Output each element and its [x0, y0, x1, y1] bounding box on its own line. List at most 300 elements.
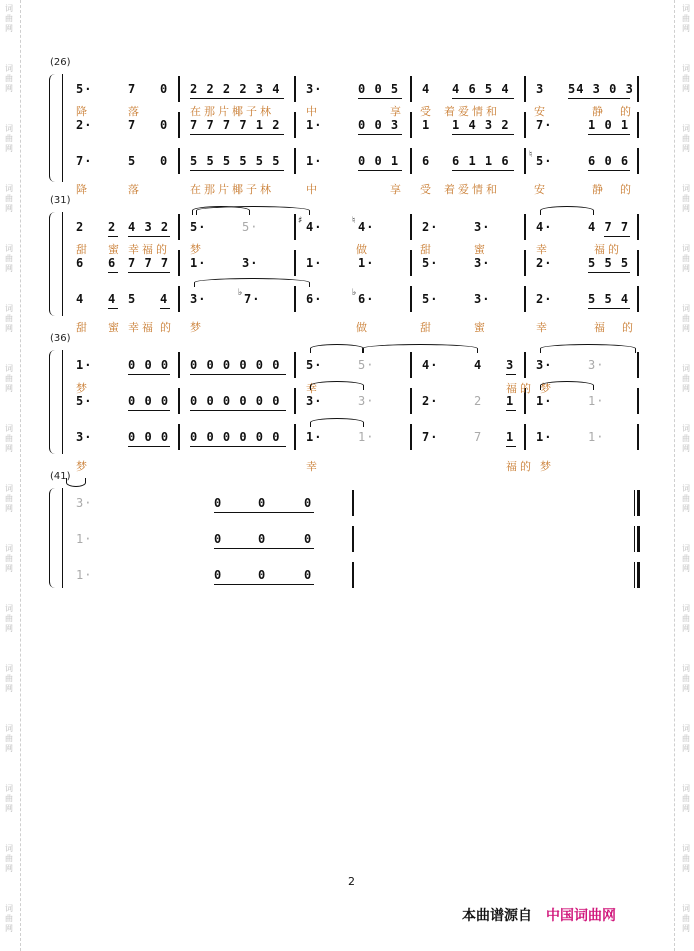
barline — [410, 352, 412, 378]
note: 1· — [536, 394, 553, 408]
tie — [310, 418, 364, 427]
watermark-text: 词 曲 网 — [682, 244, 690, 273]
beam — [190, 98, 284, 99]
note: 4· — [422, 358, 439, 372]
note: 7 — [128, 118, 137, 132]
flat-sign: ♭ — [238, 288, 243, 298]
note: 7· — [422, 430, 439, 444]
watermark-text: 词 曲 网 — [682, 64, 690, 93]
barline — [410, 112, 412, 138]
note: 5· — [190, 220, 207, 234]
lyric: 幸 — [306, 460, 320, 473]
barline — [524, 112, 526, 138]
measure-number: (26) — [50, 57, 71, 68]
tie — [540, 206, 594, 215]
beam — [452, 134, 514, 135]
note-group: 0 0 5 — [358, 82, 400, 96]
lyric: 梦 — [190, 243, 204, 256]
note: 1· — [76, 568, 93, 582]
natural-sign: ♮ — [352, 216, 356, 226]
beam — [588, 272, 630, 273]
note: 1 — [422, 118, 431, 132]
barline — [637, 250, 639, 276]
note: 2 — [76, 220, 85, 234]
note-group: 5 5 5 — [588, 256, 630, 270]
note: 1· — [358, 430, 375, 444]
lyric: 安 — [534, 183, 548, 196]
note: 5 — [128, 292, 137, 306]
watermark-text: 词 曲 网 — [682, 604, 690, 633]
lyric: 蜜 — [474, 321, 488, 334]
note: 7· — [244, 292, 261, 306]
rest: 0 — [304, 496, 313, 510]
rest-group: 0 0 0 — [128, 394, 170, 408]
lyric: 中 — [306, 105, 320, 118]
note-group: 0 0 1 — [358, 154, 400, 168]
note: 5· — [422, 256, 439, 270]
barline — [178, 250, 180, 276]
note-group: 4 7 7 — [588, 220, 630, 234]
lyric: 在那片椰子林 — [190, 105, 274, 118]
system-start-bar — [62, 350, 63, 454]
lyric: 享 — [390, 105, 404, 118]
note: 6 — [422, 154, 431, 168]
note: 5· — [536, 154, 553, 168]
barline — [294, 214, 296, 240]
note: 5· — [306, 358, 323, 372]
barline — [410, 250, 412, 276]
measure-number: (31) — [50, 195, 71, 206]
note: 4· — [306, 220, 323, 234]
lyric: 福的 — [506, 460, 534, 473]
lyric: 受 — [420, 183, 434, 196]
final-barline-thin — [634, 562, 635, 588]
barline — [637, 148, 639, 174]
beam — [452, 170, 514, 171]
note: 1· — [536, 430, 553, 444]
note: 7 — [128, 82, 137, 96]
beam — [588, 308, 630, 309]
note: 1· — [306, 154, 323, 168]
watermark-text: 词 曲 网 — [5, 724, 13, 753]
note: 2 — [474, 394, 483, 408]
note-group: 2 2 2 2 3 4 — [190, 82, 281, 96]
note-group: 5 5 4 — [588, 292, 630, 306]
watermark-text: 词 曲 网 — [5, 364, 13, 393]
beam — [108, 236, 118, 237]
note: 3· — [242, 256, 259, 270]
beam — [190, 446, 286, 447]
note: 4 — [422, 82, 431, 96]
beam — [128, 446, 170, 447]
note: 3· — [76, 496, 93, 510]
lyric: 蜜 — [474, 243, 488, 256]
lyric: 甜 — [420, 321, 434, 334]
barline — [637, 388, 639, 414]
beam — [358, 134, 402, 135]
final-barline-thin — [634, 490, 635, 516]
beam — [128, 410, 170, 411]
beam — [588, 170, 630, 171]
note: 7 — [474, 430, 483, 444]
beam — [160, 308, 170, 309]
barline — [178, 112, 180, 138]
watermark-text: 词 曲 网 — [682, 844, 690, 873]
beam — [214, 548, 314, 549]
rest: 0 — [214, 532, 223, 546]
watermark-text: 词 曲 网 — [5, 844, 13, 873]
watermark-text: 词 曲 网 — [5, 244, 13, 273]
lyric: 落 — [128, 183, 142, 196]
watermark-text: 词 曲 网 — [5, 184, 13, 213]
flat-sign: ♭ — [352, 288, 357, 298]
note: 6 — [76, 256, 85, 270]
watermark-text: 词 曲 网 — [682, 544, 690, 573]
lyric: 中 — [306, 183, 320, 196]
barline — [178, 214, 180, 240]
rest: 0 — [304, 568, 313, 582]
watermark-text: 词 曲 网 — [5, 424, 13, 453]
beam — [358, 170, 402, 171]
note: 5· — [422, 292, 439, 306]
note: 1· — [588, 430, 605, 444]
barline — [352, 490, 354, 516]
note: 3· — [306, 394, 323, 408]
watermark-text: 词 曲 网 — [5, 784, 13, 813]
lyric: 梦 — [190, 321, 204, 334]
lyric: 降 — [76, 105, 90, 118]
tie — [196, 206, 310, 215]
lyric: 福的 — [594, 243, 622, 256]
lyric: 幸 — [536, 243, 550, 256]
barline — [524, 214, 526, 240]
lyric: 甜 — [420, 243, 434, 256]
watermark-text: 词 曲 网 — [682, 904, 690, 933]
lyric: 福的 — [506, 382, 534, 395]
lyric: 梦 — [76, 460, 90, 473]
lyric: 降 — [76, 183, 90, 196]
beam — [588, 134, 630, 135]
note: 2· — [76, 118, 93, 132]
final-barline-thin — [634, 526, 635, 552]
tie — [194, 278, 310, 287]
barline — [410, 76, 412, 102]
barline — [410, 148, 412, 174]
beam — [128, 374, 170, 375]
staff-brace — [49, 74, 58, 182]
note-group: 5 5 5 5 5 5 — [190, 154, 281, 168]
watermark-text: 词 曲 网 — [682, 304, 690, 333]
watermark-text: 词 曲 网 — [682, 784, 690, 813]
tie — [540, 344, 636, 353]
note-group: 7 7 7 7 1 2 — [190, 118, 281, 132]
rest: 0 — [258, 532, 267, 546]
note: 3· — [76, 430, 93, 444]
barline — [524, 250, 526, 276]
note: 4· — [358, 220, 375, 234]
lyric: 着爱情和 — [444, 105, 500, 118]
lyric: 的 — [620, 105, 634, 118]
barline — [178, 352, 180, 378]
staff-brace — [49, 350, 58, 454]
note: 2· — [536, 292, 553, 306]
lyric: 幸 — [306, 382, 320, 395]
barline — [637, 214, 639, 240]
watermark-text: 词 曲 网 — [682, 484, 690, 513]
note-group: 4 3 2 — [128, 220, 170, 234]
barline — [178, 424, 180, 450]
watermark-text: 词 曲 网 — [5, 304, 13, 333]
barline — [294, 148, 296, 174]
note: 2· — [536, 256, 553, 270]
note: 1· — [76, 532, 93, 546]
lyric: 梦 — [540, 460, 554, 473]
barline — [410, 424, 412, 450]
beam — [506, 374, 516, 375]
barline — [294, 112, 296, 138]
watermark-text: 词 曲 网 — [5, 664, 13, 693]
note: 3· — [474, 220, 491, 234]
lyric: 做 — [356, 321, 370, 334]
barline — [294, 352, 296, 378]
source-credit — [462, 905, 616, 925]
watermark-text: 词 曲 网 — [5, 4, 13, 33]
system-start-bar — [62, 212, 63, 316]
note: 1· — [306, 430, 323, 444]
beam — [128, 272, 170, 273]
lyric: 的 — [622, 321, 636, 334]
beam — [128, 236, 170, 237]
lyric: 享 — [390, 183, 404, 196]
system-start-bar — [62, 488, 63, 588]
watermark-text: 词 曲 网 — [682, 124, 690, 153]
lyric: 幸福 — [128, 321, 156, 334]
barline — [294, 286, 296, 312]
beam — [506, 410, 516, 411]
lyric: 蜜 — [108, 321, 122, 334]
barline — [637, 286, 639, 312]
note-group: 0 0 3 — [358, 118, 400, 132]
note: 4 — [108, 292, 117, 306]
lyric: 做 — [356, 243, 370, 256]
watermark-text: 词 曲 网 — [682, 184, 690, 213]
note: 3· — [358, 394, 375, 408]
lyric: 幸福的 — [128, 243, 170, 256]
barline — [410, 388, 412, 414]
brand-link[interactable]: 中国词曲网 — [546, 908, 616, 924]
barline — [294, 388, 296, 414]
rest-group: 0 0 0 — [128, 430, 170, 444]
note: 4 — [76, 292, 85, 306]
staff-brace — [49, 212, 58, 316]
note: 0 — [160, 118, 169, 132]
note: 5· — [76, 394, 93, 408]
note: 1· — [306, 118, 323, 132]
final-barline-thick — [637, 526, 640, 552]
lyric: 的 — [620, 183, 634, 196]
note: 3· — [536, 358, 553, 372]
note: 5· — [242, 220, 259, 234]
watermark-text: 词 曲 网 — [5, 484, 13, 513]
tie — [540, 381, 594, 390]
system-start-bar — [62, 74, 63, 182]
note-group: 1 0 1 — [588, 118, 630, 132]
watermark-text: 词 曲 网 — [5, 604, 13, 633]
rest-group: 0 0 0 0 0 0 — [190, 430, 281, 444]
watermark-text: 词 曲 网 — [682, 664, 690, 693]
note: 5· — [76, 82, 93, 96]
barline — [294, 250, 296, 276]
lyric: 着爱情和 — [444, 183, 500, 196]
tie — [310, 381, 364, 390]
lyric: 落 — [128, 105, 142, 118]
lyric: 甜 — [76, 321, 90, 334]
watermark-text: 词 曲 网 — [682, 364, 690, 393]
barline — [524, 286, 526, 312]
note: 6· — [306, 292, 323, 306]
note: 7· — [76, 154, 93, 168]
note: 3· — [190, 292, 207, 306]
page-number: 2 — [348, 875, 355, 888]
barline — [410, 214, 412, 240]
note: 3· — [474, 292, 491, 306]
lyric: 的 — [160, 321, 174, 334]
barline — [524, 352, 526, 378]
barline — [637, 112, 639, 138]
note: 1 — [506, 394, 515, 408]
lyric: 在那片椰子林 — [190, 183, 274, 196]
beam — [214, 584, 314, 585]
barline — [524, 424, 526, 450]
beam — [190, 374, 286, 375]
note-group: 1 4 3 2 — [452, 118, 510, 132]
beam — [108, 272, 118, 273]
barline — [352, 526, 354, 552]
note-group: 4 6 5 4 — [452, 82, 510, 96]
beam — [604, 236, 630, 237]
watermark-text: 词 曲 网 — [682, 724, 690, 753]
note: 5· — [358, 358, 375, 372]
note: 2· — [422, 220, 439, 234]
beam — [190, 134, 284, 135]
beam — [452, 98, 514, 99]
watermark-text: 词 曲 网 — [5, 904, 13, 933]
note: 1· — [306, 256, 323, 270]
barline — [294, 76, 296, 102]
note: 4· — [536, 220, 553, 234]
staff-brace — [49, 488, 58, 588]
rest-group: 0 0 0 0 0 0 — [190, 358, 281, 372]
beam — [506, 446, 516, 447]
note: 1 — [506, 430, 515, 444]
final-barline-thick — [637, 562, 640, 588]
lyric: 梦 — [540, 382, 554, 395]
rest: 0 — [214, 568, 223, 582]
rest: 0 — [214, 496, 223, 510]
barline — [524, 148, 526, 174]
lyric: 福 — [594, 321, 608, 334]
barline — [637, 352, 639, 378]
note: 4 — [474, 358, 483, 372]
barline — [178, 388, 180, 414]
barline — [637, 76, 639, 102]
lyric: 甜 — [76, 243, 90, 256]
note-group: 7 7 7 — [128, 256, 170, 270]
note: 3 — [536, 82, 545, 96]
barline — [294, 424, 296, 450]
lyric: 受 — [420, 105, 434, 118]
note: 3· — [588, 358, 605, 372]
measure-number: (36) — [50, 333, 71, 344]
note: 3· — [306, 82, 323, 96]
tie — [310, 344, 364, 353]
watermark-text: 词 曲 网 — [5, 64, 13, 93]
rest-group: 0 0 0 — [128, 358, 170, 372]
beam — [108, 308, 118, 309]
note: 0 — [160, 154, 169, 168]
lyric: 梦 — [76, 382, 90, 395]
note: 1· — [190, 256, 207, 270]
note: 3 — [506, 358, 515, 372]
tie — [66, 478, 86, 487]
beam — [214, 512, 314, 513]
note: 4 — [160, 292, 169, 306]
source-label: 本曲谱源自 — [462, 908, 532, 924]
barline — [178, 286, 180, 312]
watermark-text: 词 曲 网 — [5, 124, 13, 153]
barline — [637, 424, 639, 450]
barline — [352, 562, 354, 588]
note: 1· — [76, 358, 93, 372]
natural-sign: ♮ — [529, 150, 533, 160]
barline — [178, 148, 180, 174]
note: 7· — [536, 118, 553, 132]
lyric: 幸 — [536, 321, 550, 334]
rest: 0 — [258, 496, 267, 510]
rest: 0 — [258, 568, 267, 582]
rest-group: 0 0 0 0 0 0 — [190, 394, 281, 408]
barline — [178, 76, 180, 102]
note: 6· — [358, 292, 375, 306]
lyric: 静 — [592, 105, 606, 118]
note: 5 — [128, 154, 137, 168]
tie — [362, 344, 478, 353]
note: 3· — [474, 256, 491, 270]
measure-number: (41) — [50, 471, 71, 482]
note: 0 — [160, 82, 169, 96]
note: 1· — [588, 394, 605, 408]
beam — [358, 98, 402, 99]
note-group: 6 0 6 — [588, 154, 630, 168]
note: 6 — [108, 256, 117, 270]
note-group: 54 3 0 3 — [568, 82, 634, 96]
note-group: 6 1 1 6 — [452, 154, 510, 168]
barline — [410, 286, 412, 312]
note: 2 — [108, 220, 117, 234]
lyric: 静 — [592, 183, 606, 196]
sharp-sign: ♯ — [298, 216, 303, 226]
lyric: 安 — [534, 105, 548, 118]
beam — [190, 170, 284, 171]
lyric: 蜜 — [108, 243, 122, 256]
final-barline-thick — [637, 490, 640, 516]
barline — [524, 76, 526, 102]
watermark-text: 词 曲 网 — [682, 4, 690, 33]
watermark-text: 词 曲 网 — [5, 544, 13, 573]
note: 1· — [358, 256, 375, 270]
beam — [568, 98, 630, 99]
note: 2· — [422, 394, 439, 408]
